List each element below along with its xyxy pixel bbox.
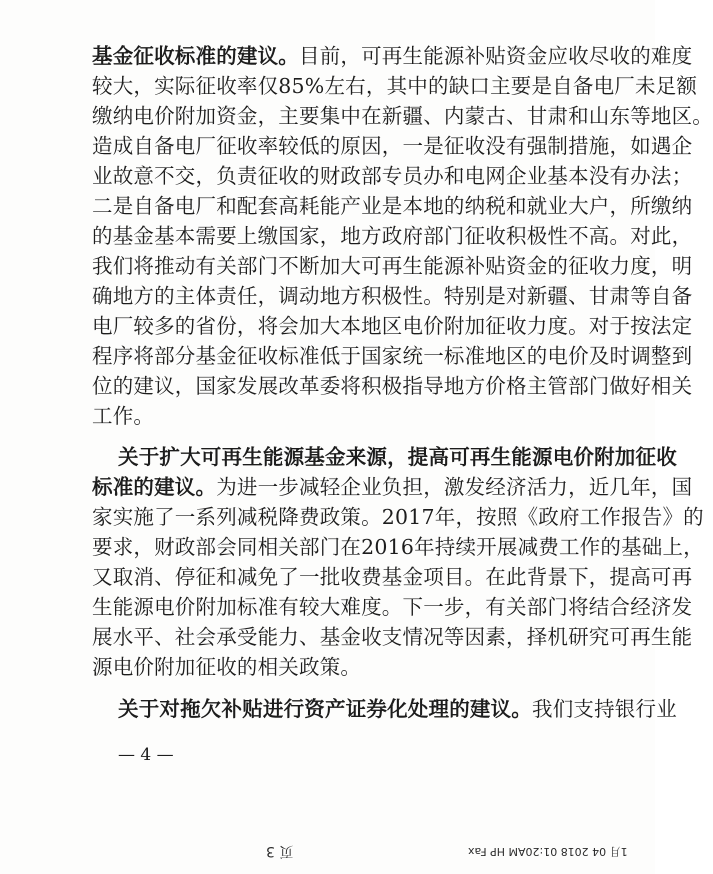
text-line: 展水平、社会承受能力、基金收支情况等因素，择机研究可再生能	[92, 625, 693, 649]
text-line: 业故意不交，负责征收的财政部专员办和电网企业基本没有办法；	[92, 164, 693, 188]
text-line: 基金征收标准的建议。目前，可再生能源补贴资金应收尽收的难度	[92, 44, 693, 68]
text-line: 电厂较多的省份，将会加大本地区电价附加征收力度。对于按法定	[92, 314, 693, 338]
fax-page-label: 页 3	[266, 843, 294, 859]
text-line: 又取消、停征和减免了一批收费基金项目。在此背景下，提高可再	[92, 565, 693, 589]
text-line: 缴纳电价附加资金，主要集中在新疆、内蒙古、甘肃和山东等地区。	[92, 104, 713, 128]
text-line: 标准的建议。为进一步减轻企业负担，激发经济活力，近几年，国	[92, 475, 693, 499]
text-line: 我们将推动有关部门不断加大可再生能源补贴资金的征收力度，明	[92, 254, 693, 278]
paragraph-heading: 关于扩大可再生能源基金来源，提高可再生能源电价附加征收	[118, 445, 677, 469]
text-line: 确地方的主体责任，调动地方积极性。特别是对新疆、甘肃等自备	[92, 284, 693, 308]
fax-header: 1月 04 2018 01:20AM HP Fax	[468, 845, 628, 858]
text-line: 较大，实际征收率仅85%左右，其中的缺口主要是自备电厂未足额	[92, 74, 698, 98]
text-line: 工作。	[92, 404, 155, 428]
text-line: 要求，财政部会同相关部门在2016年持续开展减费工作的基础上，	[92, 535, 704, 559]
text-line: 程序将部分基金征收标准低于国家统一标准地区的电价及时调整到	[92, 344, 693, 368]
page-number: — 4 —	[118, 745, 174, 765]
paragraph-heading: 关于对拖欠补贴进行资产证券化处理的建议。我们支持银行业	[118, 697, 677, 721]
text-line: 生能源电价附加标准有较大难度。下一步，有关部门将结合经济发	[92, 595, 693, 619]
text-line: 的基金基本需要上缴国家，地方政府部门征收积极性不高。对此，	[92, 224, 693, 248]
text-line: 家实施了一系列减税降费政策。2017年，按照《政府工作报告》的	[92, 505, 704, 529]
text-line: 造成自备电厂征收率较低的原因，一是征收没有强制措施，如遇企	[92, 134, 693, 158]
text-line: 二是自备电厂和配套高耗能产业是本地的纳税和就业大户，所缴纳	[92, 194, 693, 218]
text-line: 源电价附加征收的相关政策。	[92, 655, 362, 679]
text-line: 位的建议，国家发展改革委将积极指导地方价格主管部门做好相关	[92, 374, 693, 398]
